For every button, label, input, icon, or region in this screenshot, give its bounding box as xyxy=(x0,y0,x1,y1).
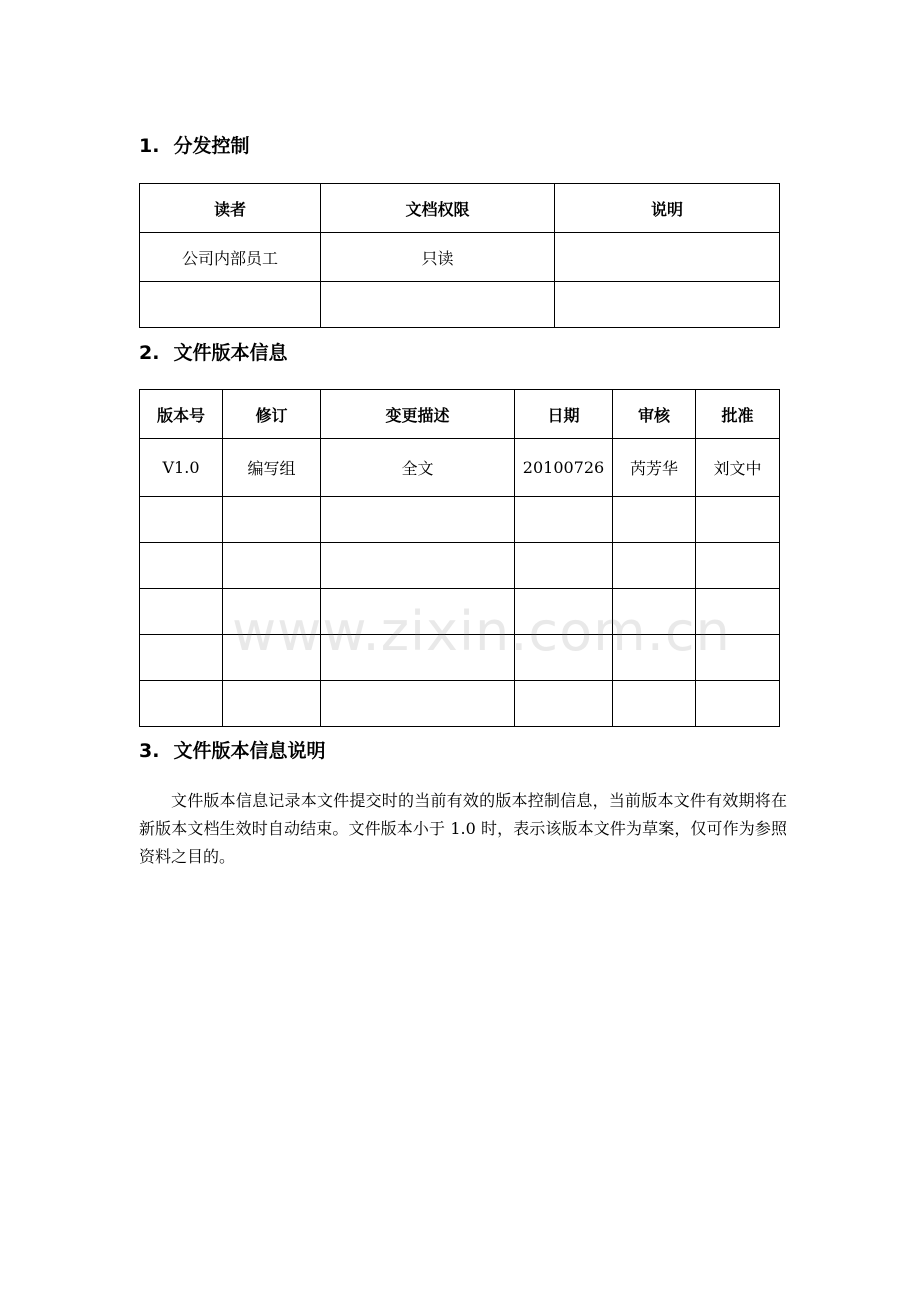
cell-version xyxy=(140,589,223,635)
cell-approve xyxy=(696,589,780,635)
cell-note xyxy=(555,233,780,282)
cell-reader: 公司内部员工 xyxy=(140,233,321,282)
cell-reader xyxy=(140,282,321,328)
cell-version: V1.0 xyxy=(140,439,223,497)
table-row xyxy=(140,635,780,681)
cell-revision xyxy=(223,635,321,681)
header-revision: 修订 xyxy=(223,390,321,439)
cell-review xyxy=(613,497,696,543)
cell-revision: 编写组 xyxy=(223,439,321,497)
cell-date xyxy=(515,543,613,589)
table-header-row xyxy=(140,184,780,233)
table-row xyxy=(140,282,780,328)
cell-change-description xyxy=(321,497,515,543)
cell-date: 20100726 xyxy=(515,439,613,497)
cell-change-description xyxy=(321,589,515,635)
cell-review xyxy=(613,681,696,727)
header-note: 说明 xyxy=(555,184,780,233)
cell-date xyxy=(515,681,613,727)
cell-note xyxy=(555,282,780,328)
header-reader: 读者 xyxy=(140,184,321,233)
cell-approve xyxy=(696,543,780,589)
header-version: 版本号 xyxy=(140,390,223,439)
table-row xyxy=(140,589,780,635)
cell-revision xyxy=(223,589,321,635)
cell-version xyxy=(140,497,223,543)
version-table xyxy=(139,389,780,727)
section-number: 1. xyxy=(139,135,160,157)
header-date: 日期 xyxy=(515,390,613,439)
cell-revision xyxy=(223,543,321,589)
table-row xyxy=(140,543,780,589)
header-permission: 文档权限 xyxy=(321,184,555,233)
cell-change-description xyxy=(321,681,515,727)
cell-approve xyxy=(696,497,780,543)
cell-change-description xyxy=(321,543,515,589)
section-title: 文件版本信息 xyxy=(173,342,288,364)
section-heading-distribution xyxy=(139,134,249,158)
section-heading-version-explanation xyxy=(139,739,325,763)
cell-approve: 刘文中 xyxy=(696,439,780,497)
cell-version xyxy=(140,681,223,727)
cell-version xyxy=(140,635,223,681)
table-row xyxy=(140,681,780,727)
header-review: 审核 xyxy=(613,390,696,439)
header-approve: 批准 xyxy=(696,390,780,439)
table-header-row xyxy=(140,390,780,439)
cell-revision xyxy=(223,681,321,727)
distribution-table xyxy=(139,183,780,328)
section-number: 2. xyxy=(139,342,160,364)
watermark: www.zixin.com.cn xyxy=(232,600,731,663)
cell-change-description: 全文 xyxy=(321,439,515,497)
cell-review xyxy=(613,589,696,635)
table-row xyxy=(140,439,780,497)
explanation-paragraph: 文件版本信息记录本文件提交时的当前有效的版本控制信息，当前版本文件有效期将在新版本文档生效时自动结束。文件版本小于 1.0 时，表示该版本文件为草案，仅可作为参照资料之目的。 xyxy=(139,791,787,866)
cell-review xyxy=(613,543,696,589)
cell-permission: 只读 xyxy=(321,233,555,282)
cell-date xyxy=(515,497,613,543)
section-title: 文件版本信息说明 xyxy=(173,740,326,762)
cell-revision xyxy=(223,497,321,543)
cell-permission xyxy=(321,282,555,328)
section-number: 3. xyxy=(139,740,160,762)
section-title: 分发控制 xyxy=(173,135,250,157)
table-row xyxy=(140,233,780,282)
cell-version xyxy=(140,543,223,589)
cell-date xyxy=(515,589,613,635)
cell-approve xyxy=(696,681,780,727)
header-change-description: 变更描述 xyxy=(321,390,515,439)
table-row xyxy=(140,497,780,543)
cell-review: 芮芳华 xyxy=(613,439,696,497)
cell-date xyxy=(515,635,613,681)
section-heading-version-info xyxy=(139,341,287,365)
cell-approve xyxy=(696,635,780,681)
cell-change-description xyxy=(321,635,515,681)
cell-review xyxy=(613,635,696,681)
